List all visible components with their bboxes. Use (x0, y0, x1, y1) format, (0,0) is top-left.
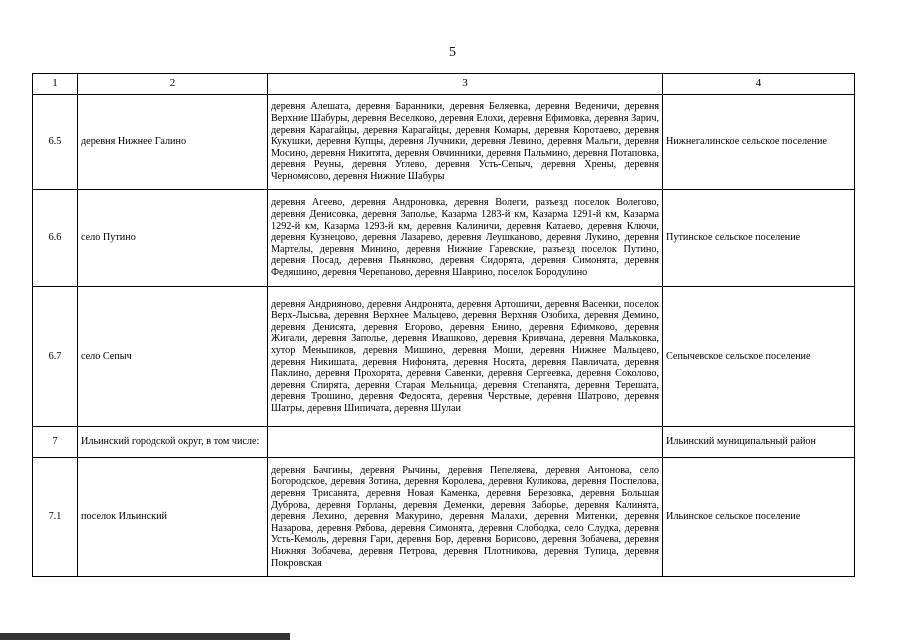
table-row (33, 95, 855, 190)
row-number: 6.5 (33, 95, 78, 190)
row-name: Ильинский городской округ, в том числе: (78, 427, 268, 458)
header-cell-4: 4 (663, 74, 855, 95)
table-header-row (33, 74, 855, 95)
row-number: 7 (33, 427, 78, 458)
row-villages (268, 427, 663, 458)
row-settlement: Сепычевское сельское поселение (663, 287, 855, 427)
row-settlement: Ильинский муниципальный район (663, 427, 855, 458)
settlements-table (32, 73, 855, 577)
row-villages: деревня Андрияново, деревня Андронята, деревня Артошичи, деревня Васенки, поселок Верх-Лысьва, деревня Верхнее Мальцево, деревня Верхняя Озобиха, деревня Демино, деревня Денисята, деревня Егорово, деревня Енино, деревня Ефимково, деревня Жигали, деревня Заполье, деревня Ивашково, деревня Кривчана, деревня Мальковка, хутор Меньшиков, деревня Мишино, деревня Моши, деревня Нижнее Мальцево, деревня Никишата, деревня Нифонята, деревня Носята, деревня Павличата, деревня Паклино, деревня Прохорята, деревня Савенки, деревня Сергеевка, деревня Соколово, деревня Спирята, деревня Старая Мельница, деревня Степанята, деревня Терешата, деревня Трошино, деревня Федосята, деревня Черствые, деревня Шатрово, деревня Шатры, деревня Шипичата, деревня Шулаи (268, 287, 663, 427)
scan-edge-artifact (0, 633, 290, 640)
page-number: 5 (449, 45, 456, 60)
table-row (33, 287, 855, 427)
header-cell-2: 2 (78, 74, 268, 95)
row-villages: деревня Алешата, деревня Баранники, деревня Беляевка, деревня Веденичи, деревня Верхние Шабуры, деревня Веселково, деревня Елохи, деревня Ефимовка, деревня Зарич, деревня Карагайцы, деревня Карагайцы, деревня Комары, деревня Коротаево, деревня Кукушки, деревня Купцы, деревня Лучники, деревня Левино, деревня Мальги, деревня Мосино, деревня Никитята, деревня Овчинники, деревня Пальмино, деревня Потаповка, деревня Реуны, деревня Углево, деревня Усть-Сепыч, деревня Хрены, деревня Черномясово, деревня Нижние Шабуры (268, 95, 663, 190)
row-name: деревня Нижнее Галино (78, 95, 268, 190)
row-settlement: Ильинское сельское поселение (663, 458, 855, 577)
row-number: 6.7 (33, 287, 78, 427)
row-name: поселок Ильинский (78, 458, 268, 577)
table-row (33, 427, 855, 458)
header-cell-3: 3 (268, 74, 663, 95)
row-settlement: Нижнегалинское сельское поселение (663, 95, 855, 190)
row-villages: деревня Агеево, деревня Андроновка, деревня Волеги, разъезд поселок Волегово, деревня Денисовка, деревня Заполье, Казарма 1283-й км, Казарма 1291-й км, Казарма 1292-й км, Казарма 1293-й км, деревня Калиничи, деревня Катаево, деревня Ключи, деревня Кузнецово, деревня Лазарево, деревня Леушканово, деревня Лукино, деревня Мартелы, деревня Минино, деревня Нижние Гаревские, разъезд поселок Путино, деревня Посад, деревня Пьянково, деревня Сидорята, деревня Симонята, деревня Федяшино, деревня Черепаново, деревня Шаврино, поселок Бородулино (268, 190, 663, 287)
row-villages: деревня Бачгины, деревня Рычины, деревня Пепеляева, деревня Антонова, село Богородское, деревня Зотина, деревня Королева, деревня Куликова, деревня Поспелова, деревня Трисанята, деревня Новая Каменка, деревня Березовка, деревня Большая Дуброва, деревня Горланы, деревня Деменки, деревня Заборье, деревня Калинята, деревня Лехино, деревня Макурино, деревня Малахи, деревня Митенки, деревня Назарова, деревня Рябова, деревня Симонята, деревня Слободка, село Слудка, деревня Усть-Кемоль, деревня Гари, деревня Бор, деревня Борисово, деревня Зобачева, деревня Нижняя Зобачева, деревня Петрова, деревня Плотникова, деревня Тупица, деревня Покровская (268, 458, 663, 577)
row-settlement: Путинское сельское поселение (663, 190, 855, 287)
table-row (33, 190, 855, 287)
row-number: 6.6 (33, 190, 78, 287)
header-cell-1: 1 (33, 74, 78, 95)
table-row (33, 458, 855, 577)
row-name: село Сепыч (78, 287, 268, 427)
row-number: 7.1 (33, 458, 78, 577)
row-name: село Путино (78, 190, 268, 287)
